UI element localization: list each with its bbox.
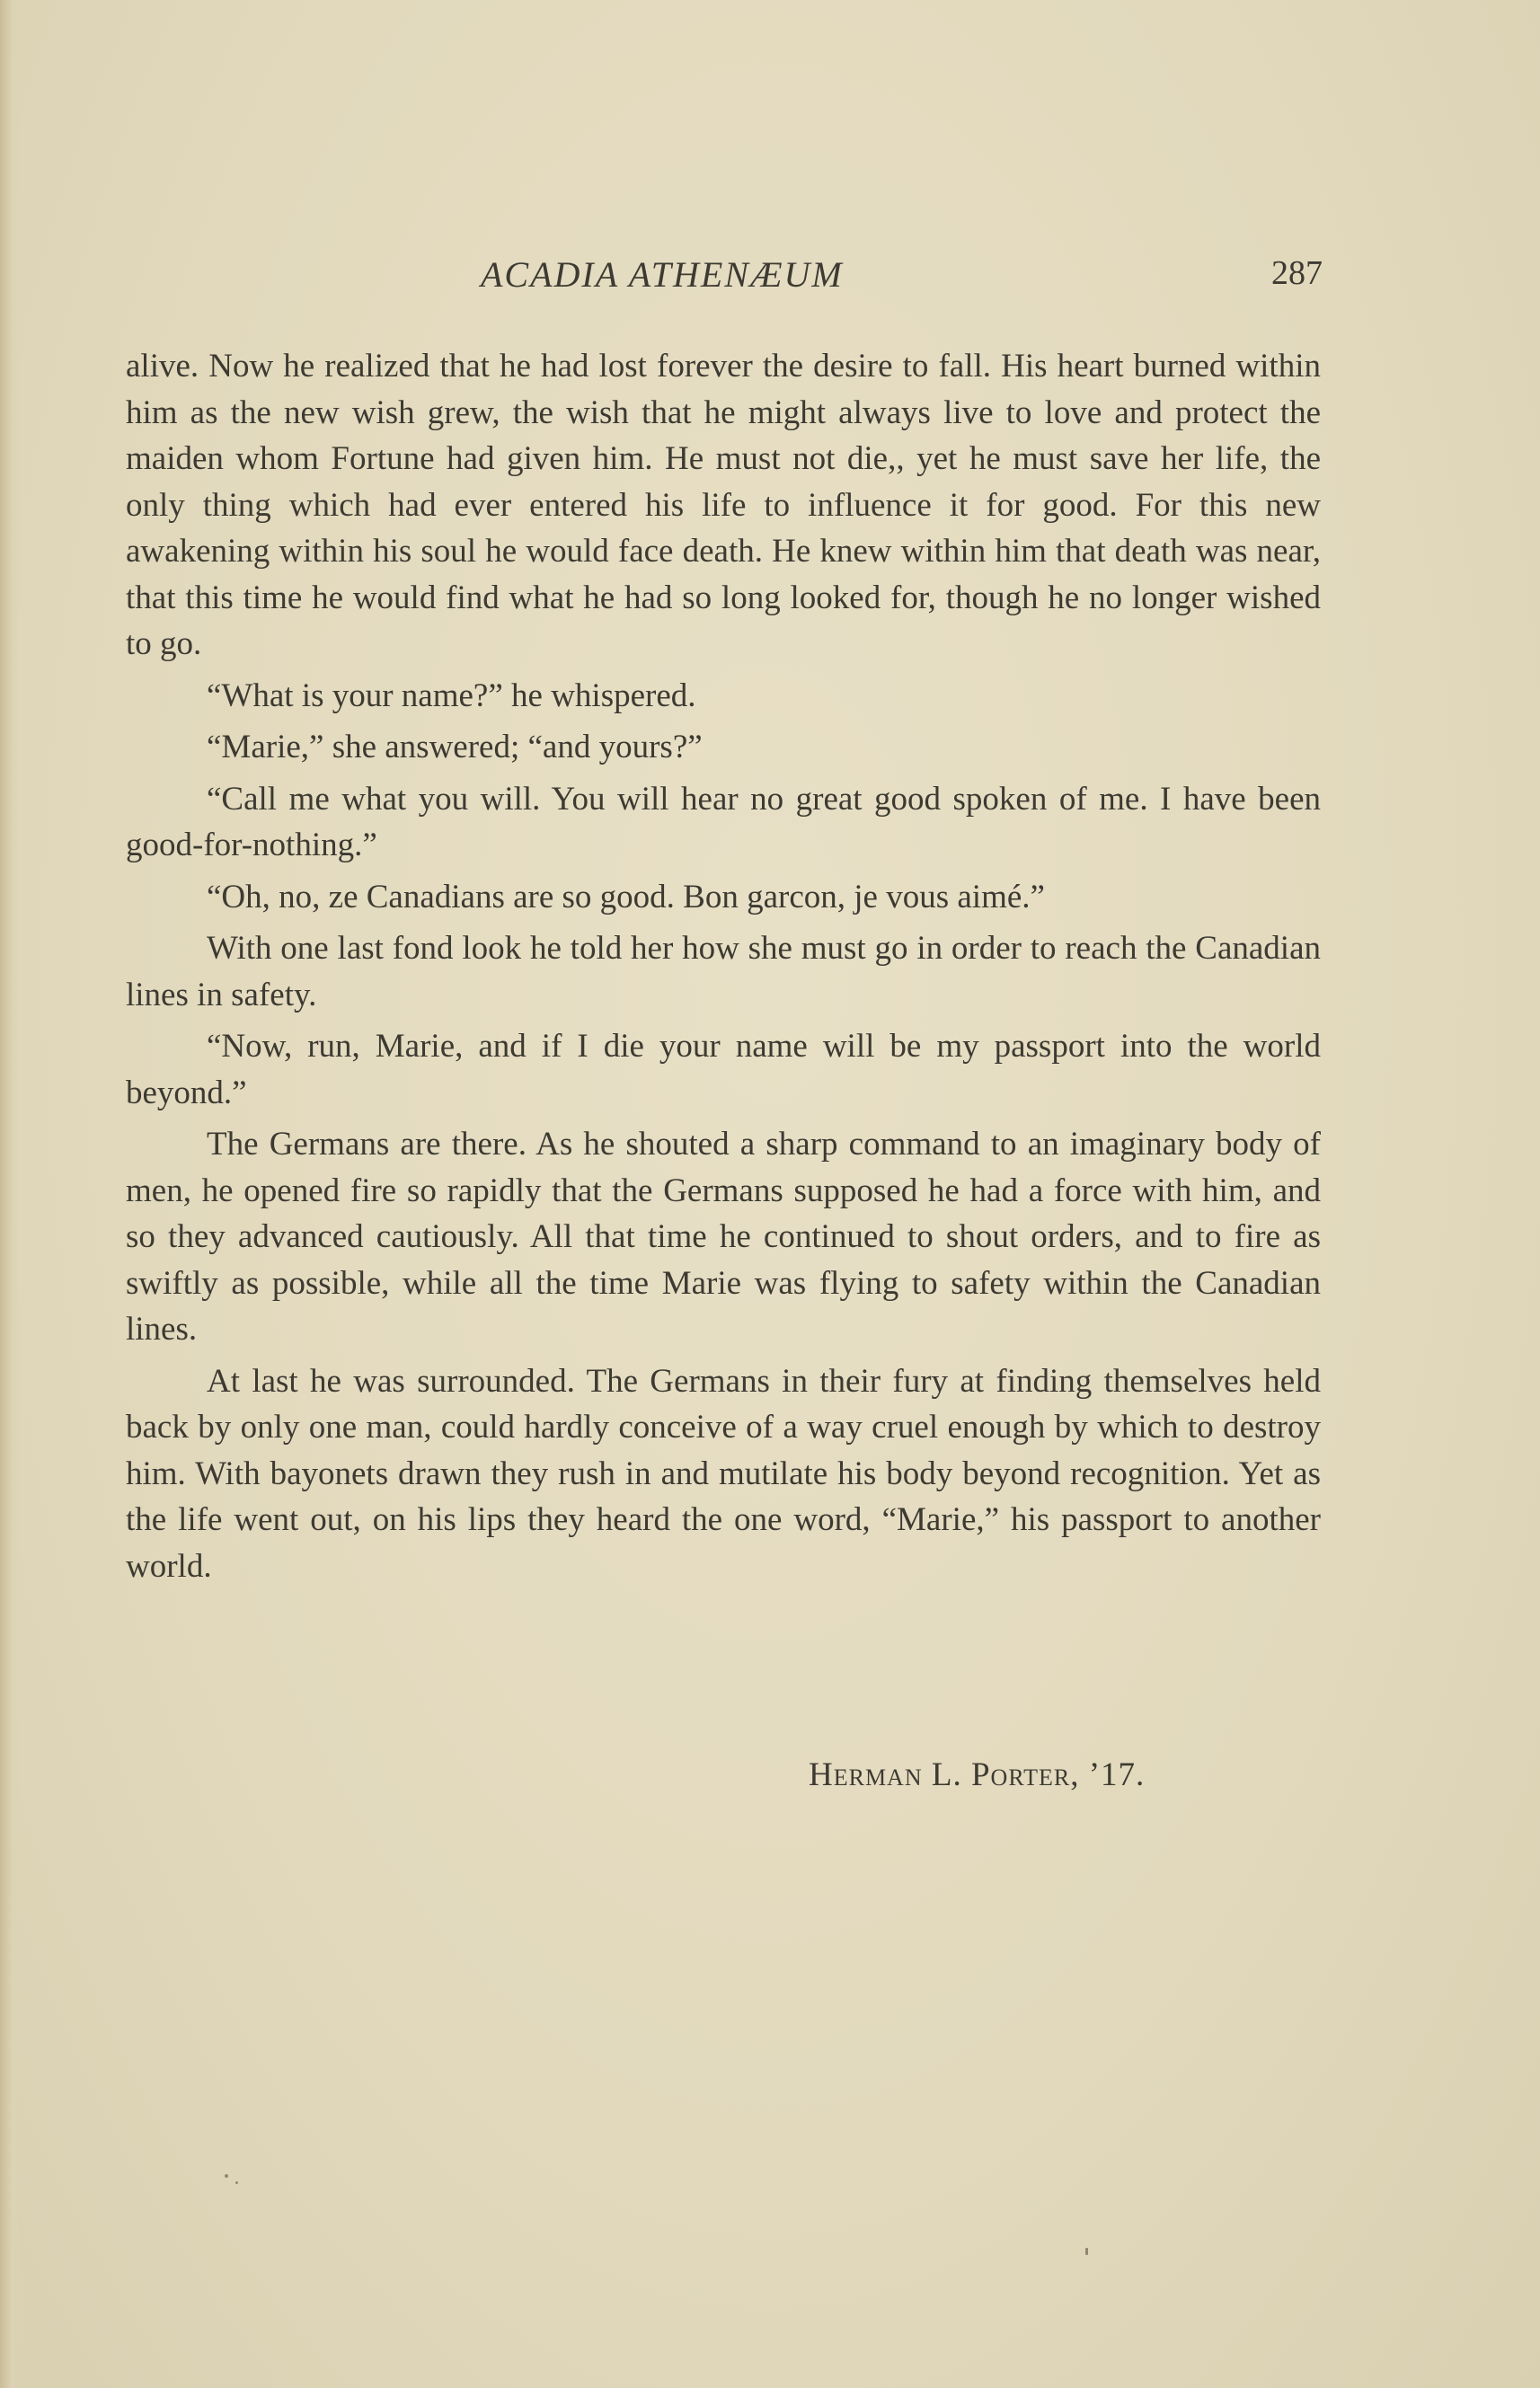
page-number: 287: [1271, 254, 1323, 292]
paper-speck: [1085, 2248, 1088, 2255]
paragraph: With one last fond look he told her how she must go in order to reach the Canadian lines in safety.: [126, 930, 1321, 1013]
paper-speck: [225, 2174, 228, 2178]
paragraph: “Now, run, Marie, and if I die your name will be my passport into the world beyond.”: [126, 1028, 1321, 1111]
paragraph: The Germans are there. As he shouted a sharp command to an imaginary body of men, he opened fire so rapidly that the Germans supposed he had a force with him, and so they advanced cautiously. All that time he continued to shout orders, and to fire as swiftly as possible, while all the time Marie was flying to safety within the Canadian lines.: [126, 1126, 1321, 1348]
paragraph: “Marie,” she answered; “and yours?”: [207, 729, 703, 765]
paragraph: At last he was surrounded. The Germans in their fury at finding themselves held back by only one man, could hardly conceive of a way cruel enough by which to destroy him. With bayonets drawn they rush in and mutilate his body beyond recognition. Yet as the life went out, on his lips they heard the one word, “Marie,” his passport to another world.: [126, 1362, 1321, 1585]
paragraph: “What is your name?” he whispered.: [207, 677, 696, 714]
author-signature: Herman L. Porter, ’17.: [809, 1756, 1146, 1793]
page-edge: [0, 0, 20, 2388]
paragraph: alive. Now he realized that he had lost forever the desire to fall. His heart burned within him as the new wish grew, the wish that he might always live to love and protect the maiden whom Fortune had given him. He must not die,, yet he must save her life, the only thing which had ever entered his life to influence it for good. For this new awakening within his soul he would face death. He knew within him that death was near, that this time he would find what he had so long looked for, though he no longer wished to go.: [126, 348, 1321, 662]
paragraph: “Oh, no, ze Canadians are so good. Bon garcon, je vous aimé.”: [207, 878, 1045, 915]
paragraph: “Call me what you will. You will hear no great good spoken of me. I have been good-for-nothing.”: [126, 780, 1321, 863]
page-header: [126, 253, 1323, 304]
paper-speck: [235, 2181, 238, 2184]
running-title: ACADIA ATHENÆUM: [481, 254, 844, 295]
story-body: [126, 343, 1321, 1595]
